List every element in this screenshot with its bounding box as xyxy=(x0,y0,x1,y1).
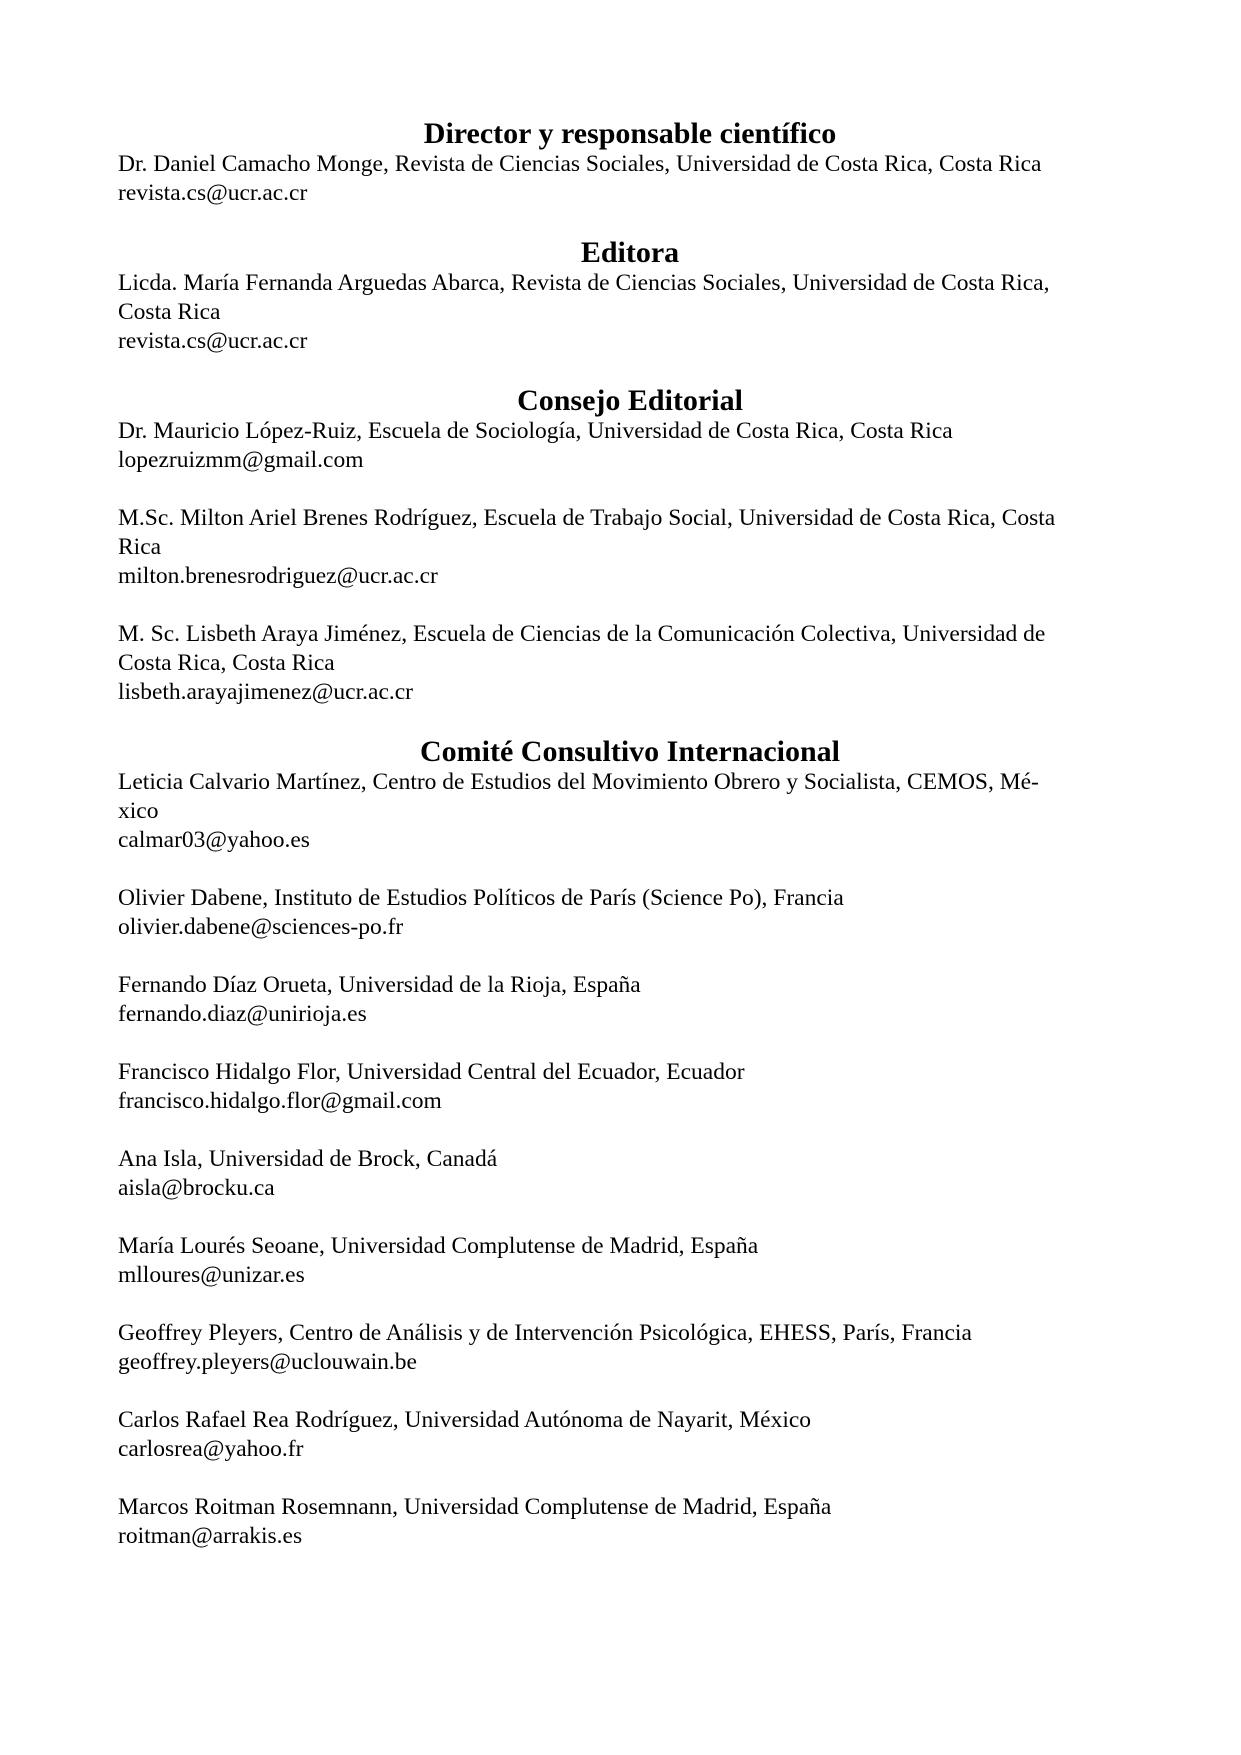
entry-line: Rica xyxy=(118,534,162,560)
entry-line: Costa Rica, Costa Rica xyxy=(118,650,335,676)
section-heading: Director y responsable científico xyxy=(423,117,837,150)
entry-line: María Lourés Seoane, Universidad Complutense de Madrid, España xyxy=(118,1233,759,1259)
member-entry xyxy=(118,1493,1128,1551)
entry-email: lisbeth.arayajimenez@ucr.ac.cr xyxy=(118,679,414,705)
entry-line: Marcos Roitman Rosemnann, Universidad Complutense de Madrid, España xyxy=(118,1494,832,1520)
entry-line: Dr. Daniel Camacho Monge, Revista de Ciencias Sociales, Universidad de Costa Rica, Costa Rica xyxy=(118,151,1042,177)
entry-line: Dr. Mauricio López-Ruiz, Escuela de Sociología, Universidad de Costa Rica, Costa Rica xyxy=(118,418,953,444)
entry-line: Geoffrey Pleyers, Centro de Análisis y de Intervención Psicológica, EHESS, París, Francia xyxy=(118,1320,972,1346)
entry-line: Licda. María Fernanda Arguedas Abarca, Revista de Ciencias Sociales, Universidad de Costa Rica, xyxy=(118,270,1050,296)
entry-line: xico xyxy=(118,798,159,824)
member-entry xyxy=(118,1406,1128,1464)
entry-email: calmar03@yahoo.es xyxy=(118,827,310,853)
member-entry xyxy=(118,269,1128,356)
entry-line: Francisco Hidalgo Flor, Universidad Central del Ecuador, Ecuador xyxy=(118,1059,745,1085)
member-entry xyxy=(118,971,1128,1029)
entry-line: M.Sc. Milton Ariel Brenes Rodríguez, Escuela de Trabajo Social, Universidad de Costa Rica, Costa xyxy=(118,505,1056,531)
entry-email: fernando.diaz@unirioja.es xyxy=(118,1001,367,1027)
entry-line: Carlos Rafael Rea Rodríguez, Universidad Autónoma de Nayarit, México xyxy=(118,1407,812,1433)
section-heading: Comité Consultivo Internacional xyxy=(420,735,840,768)
member-entry xyxy=(118,1058,1128,1116)
entry-email: olivier.dabene@sciences-po.fr xyxy=(118,914,404,940)
document-page xyxy=(118,118,1128,1551)
member-entry xyxy=(118,1232,1128,1290)
entry-email: revista.cs@ucr.ac.cr xyxy=(118,328,308,354)
member-entry xyxy=(118,884,1128,942)
entry-line: Costa Rica xyxy=(118,299,221,325)
member-entry xyxy=(118,417,1128,475)
section-heading: Editora xyxy=(580,236,680,269)
section-consejo-editorial xyxy=(118,385,1128,707)
entry-line: Olivier Dabene, Instituto de Estudios Políticos de París (Science Po), Francia xyxy=(118,885,844,911)
entry-line: Leticia Calvario Martínez, Centro de Estudios del Movimiento Obrero y Socialista, CEMOS, Mé- xyxy=(118,769,1039,795)
entry-email: francisco.hidalgo.flor@gmail.com xyxy=(118,1088,442,1114)
section-heading: Consejo Editorial xyxy=(517,384,743,417)
entry-email: revista.cs@ucr.ac.cr xyxy=(118,180,308,206)
member-entry xyxy=(118,1145,1128,1203)
section-comite-consultivo xyxy=(118,736,1128,1551)
entry-email: geoffrey.pleyers@uclouwain.be xyxy=(118,1349,417,1375)
member-entry xyxy=(118,504,1128,591)
entry-line: Ana Isla, Universidad de Brock, Canadá xyxy=(118,1146,498,1172)
entry-email: milton.brenesrodriguez@ucr.ac.cr xyxy=(118,563,438,589)
member-entry xyxy=(118,768,1128,855)
section-director xyxy=(118,118,1128,208)
member-entry xyxy=(118,620,1128,707)
member-entry xyxy=(118,150,1128,208)
entry-email: lopezruizmm@gmail.com xyxy=(118,447,364,473)
entry-email: carlosrea@yahoo.fr xyxy=(118,1436,304,1462)
section-editora xyxy=(118,237,1128,356)
entry-email: aisla@brocku.ca xyxy=(118,1175,275,1201)
entry-line: Fernando Díaz Orueta, Universidad de la Rioja, España xyxy=(118,972,641,998)
entry-email: roitman@arrakis.es xyxy=(118,1523,303,1549)
member-entry xyxy=(118,1319,1128,1377)
entry-email: mlloures@unizar.es xyxy=(118,1262,305,1288)
entry-line: M. Sc. Lisbeth Araya Jiménez, Escuela de Ciencias de la Comunicación Colectiva, Universidad de xyxy=(118,621,1046,647)
